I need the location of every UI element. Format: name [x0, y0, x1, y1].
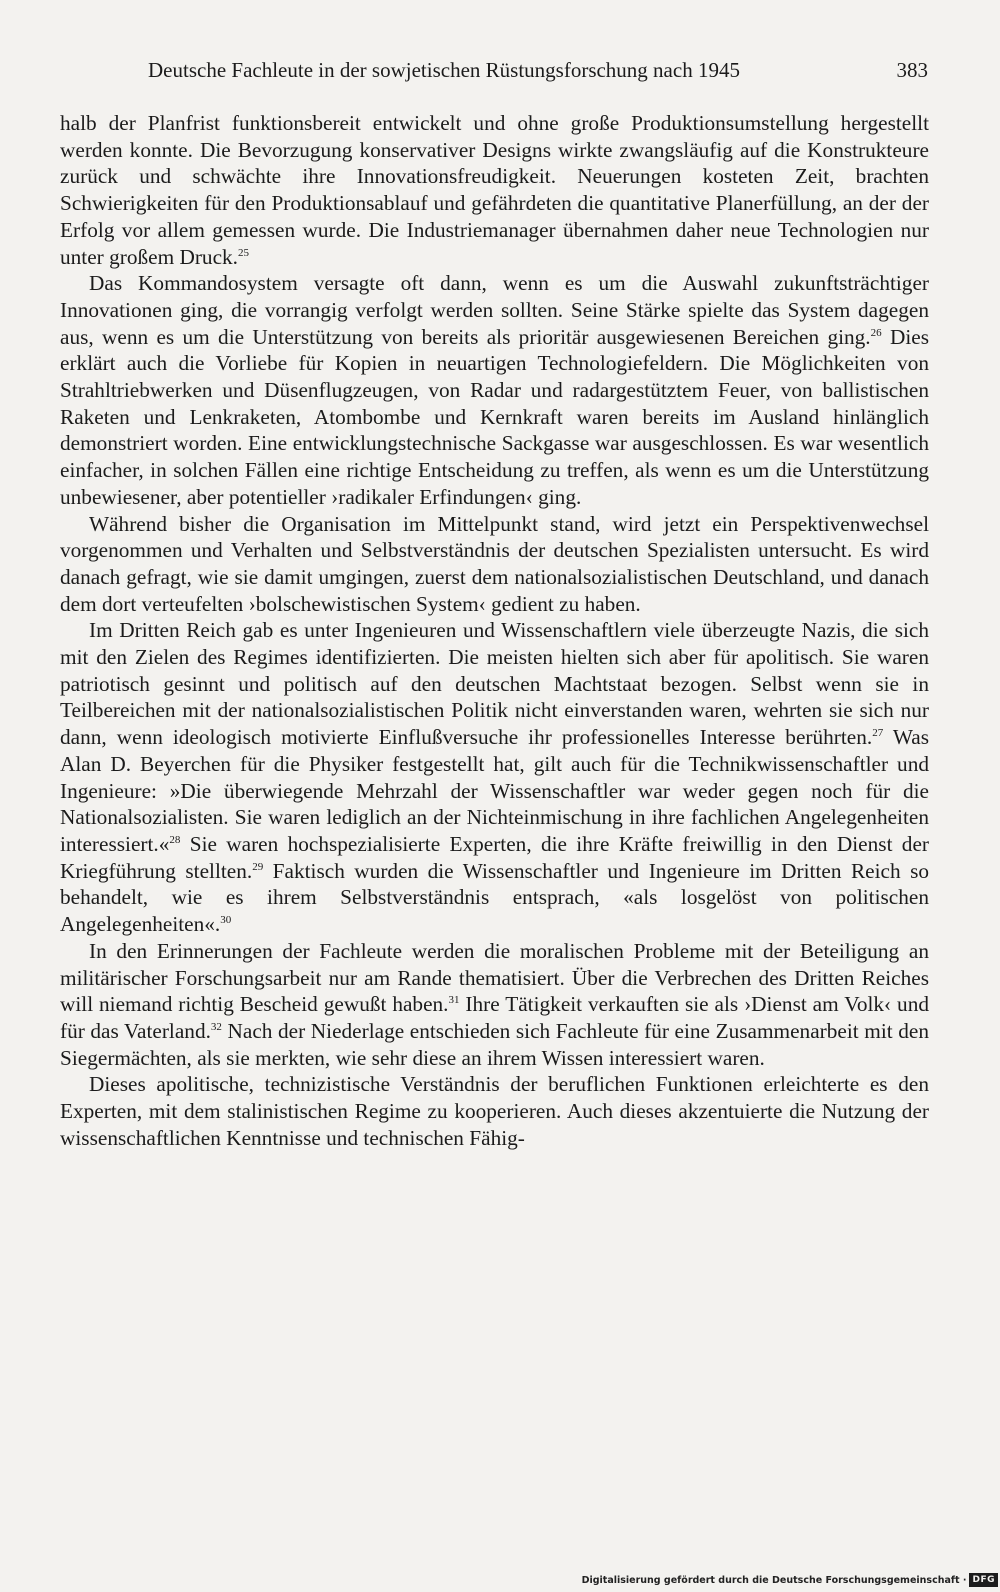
digitization-footer: [582, 1571, 1000, 1589]
paragraph-4-text-2: Was Alan D. Beyerchen für die Physiker festgestellt hat, gilt auch für die Technikwissenschaftler und Ingenieure: »Die überwiegende Mehrzahl der Wissenschaftler war weder gegen noch für die Nationalsozialisten. Sie waren lediglich an der Nichteinmischung in ihre fachlichen Angelegenheiten interessiert.«: [60, 725, 929, 856]
paragraph-1: [60, 110, 929, 270]
paragraph-5-text-3: Nach der Niederlage entschieden sich Fachleute für eine Zusammenarbeit mit den Siegermächten, als sie merkten, wie sehr diese an ihrem Wissen interessiert waren.: [60, 1018, 929, 1070]
paragraph-3: [60, 511, 929, 618]
paragraph-4-text-4: Faktisch wurden die Wissenschaftler und Ingenieure im Dritten Reich so behandelt, wie es ihrem Selbstverständnis entsprach, «als losgelöst von politischen Angelegenheiten«.: [60, 858, 930, 937]
paragraph-6: [60, 1071, 929, 1151]
paragraph-5: [60, 938, 929, 1072]
footnote-ref-29[interactable]: 29: [252, 860, 264, 873]
paragraph-5-text-2: Ihre Tätigkeit verkauften sie als ›Dienst am Volk‹ und für das Vaterland.: [60, 992, 929, 1043]
body-text: [60, 110, 929, 1151]
footer-credit: Digitalisierung gefördert durch die Deutsche Forschungsgemeinschaft ·: [581, 1574, 967, 1586]
paragraph-2-text-1: Das Kommandosystem versagte oft dann, wenn es um die Auswahl zukunftsträchtiger Innovationen ging, die vorrangig verfolgt werden sollten. Seine Stärke spielte das System dagegen aus, wenn es um die Unterstützung von bereits als prioritär ausgewiesenen Bereichen ging.: [60, 271, 929, 349]
paragraph-4-text-3: Sie waren hochspezialisierte Experten, die ihre Kräfte freiwillig in den Dienst der Kriegführung stellten.: [60, 831, 929, 883]
paragraph-1-text: halb der Planfrist funktionsbereit entwickelt und ohne große Produktionsumstellung hergestellt werden konnte. Die Bevorzugung konservativer Designs wirkte zwangsläufig auf die Konstrukteure zurück und schwächte ihre Innovationsfreudigkeit. Neuerungen kosteten Zeit, brachten Schwierigkeiten für den Produktionsablauf und gefährdeten die quantitative Planerfüllung, an der der Erfolg vor allem gemessen wurde. Die Industriemanager übernahmen daher neue Technologien nur unter großem Druck.: [60, 111, 929, 269]
running-title: Deutsche Fachleute in der sowjetischen Rüstungsforschung nach 1945: [148, 58, 740, 82]
paragraph-4: [60, 617, 929, 937]
paragraph-3-text: Während bisher die Organisation im Mittelpunkt stand, wird jetzt ein Perspektivenwechsel vorgenommen und Verhalten und Selbstverständnis der deutschen Spezialisten untersucht. Es wird danach gefragt, wie sie damit umgingen, zuerst dem nationalsozialistischen Deutschland, und danach dem dort verteufelten ›bolschewistischen System‹ gedient zu haben.: [60, 511, 929, 616]
paragraph-6-text: Dieses apolitische, technizistische Verständnis der beruflichen Funktionen erleichterte es den Experten, mit dem stalinistischen Regime zu kooperieren. Auch dieses akzentuierte die Nutzung der wissenschaftlichen Kenntnisse und technischen Fähig-: [60, 1072, 929, 1150]
page-number: 383: [896, 58, 928, 82]
running-head: [60, 58, 940, 88]
dfg-logo-icon: DFG: [969, 1573, 998, 1587]
footnote-ref-31[interactable]: 31: [448, 994, 460, 1007]
paragraph-4-text-1: Im Dritten Reich gab es unter Ingenieuren und Wissenschaftlern viele überzeugte Nazis, die sich mit den Zielen des Regimes identifizierten. Die meisten hielten sich aber für apolitisch. Sie waren patriotisch gesinnt und politisch auf den deutschen Machtstaat bezogen. Selbst wenn sie in Teilbereichen mit der nationalsozialistischen Politik nicht einverstanden waren, wehrten sie sich nur dann, wenn ideologisch motivierte Einflußversuche ihr professionelles Interesse berührten.: [60, 618, 929, 750]
footnote-ref-32[interactable]: 32: [210, 1020, 222, 1033]
footnote-ref-27[interactable]: 27: [872, 727, 884, 740]
paragraph-5-text-1: In den Erinnerungen der Fachleute werden die moralischen Probleme mit der Beteiligung an militärischer Forschungsarbeit nur am Rande thematisiert. Über die Verbrechen des Dritten Reiches will niemand richtig Bescheid gewußt haben.: [60, 938, 929, 1017]
footnote-ref-30[interactable]: 30: [220, 914, 232, 927]
paragraph-2-text-2: Dies erklärt auch die Vorliebe für Kopien in neuartigen Technologiefeldern. Die Möglichkeiten von Strahltriebwerken und Düsenflugzeugen, von Radar und radargestütztem Feuer, von ballistischen Raketen und Lenkraketen, Atombombe und Kernkraft waren bereits im Ausland hinlänglich demonstriert worden. Eine entwicklungstechnische Sackgasse war ausgeschlossen. Es war wesentlich einfacher, in solchen Fällen eine richtige Entscheidung zu treffen, als wenn es um die Unterstützung unbewiesener, aber potentieller ›radikaler Erfindungen‹ ging.: [60, 324, 929, 509]
footnote-ref-25[interactable]: 25: [238, 246, 250, 259]
footnote-ref-28[interactable]: 28: [169, 833, 181, 846]
footnote-ref-26[interactable]: 26: [870, 326, 882, 339]
paragraph-2: [60, 270, 929, 510]
